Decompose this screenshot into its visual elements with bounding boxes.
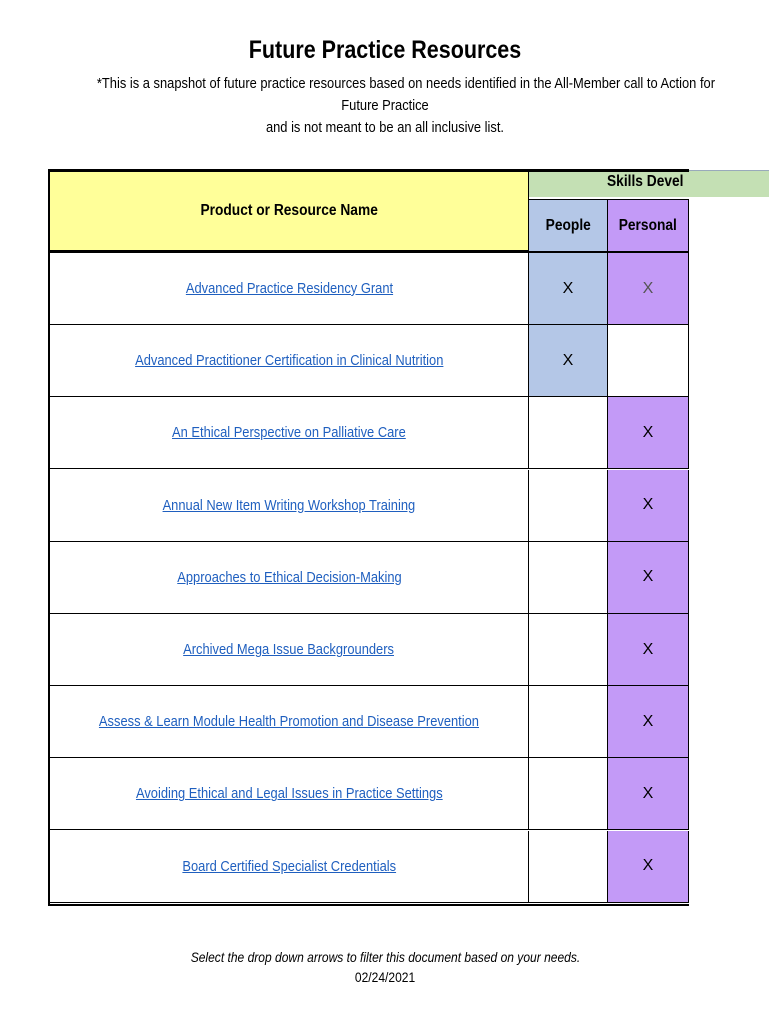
people-cell — [529, 614, 608, 685]
personal-column-header-label: Personal — [618, 216, 678, 234]
resource-name-cell — [50, 614, 529, 685]
resource-link[interactable]: An Ethical Perspective on Palliative Care — [172, 424, 406, 442]
skills-development-label: Skills Devel — [607, 173, 684, 190]
subtitle-line: *This is a snapshot of future practice resources based on needs identified in the All-Member call to Action for — [96, 75, 715, 92]
personal-cell — [608, 325, 689, 396]
personal-cell: X — [608, 758, 689, 829]
people-cell — [529, 686, 608, 757]
page-subtitle — [96, 73, 715, 139]
people-cell — [529, 542, 608, 613]
resource-link[interactable]: Advanced Practice Residency Grant — [185, 280, 393, 297]
people-cell: X — [529, 325, 608, 396]
people-cell — [529, 470, 608, 541]
resource-name-cell — [50, 831, 529, 902]
name-column-header[interactable] — [50, 172, 529, 253]
table-row — [50, 325, 689, 397]
personal-cell: X — [608, 686, 689, 757]
resource-name-cell — [50, 325, 529, 396]
table-row — [50, 397, 689, 469]
table-row — [50, 758, 689, 830]
table-row — [50, 614, 689, 686]
personal-cell: X — [608, 542, 689, 613]
resource-link[interactable]: Approaches to Ethical Decision-Making — [176, 568, 402, 586]
page-title: Future Practice Resources — [248, 36, 522, 64]
footer-date: 02/24/2021 — [354, 969, 416, 985]
table-row — [50, 686, 689, 758]
subtitle-line: and is not meant to be an all inclusive list. — [265, 119, 505, 136]
table-row — [50, 542, 689, 614]
resource-name-cell — [50, 253, 529, 324]
footer — [0, 947, 770, 987]
personal-cell: X — [608, 831, 689, 902]
people-cell — [529, 397, 608, 468]
table-row — [50, 470, 689, 542]
name-column-header-label: Product or Resource Name — [200, 202, 378, 219]
subtitle-line: Future Practice — [341, 97, 429, 114]
footer-note: Select the drop down arrows to filter this document based on your needs. — [190, 949, 580, 965]
table-row — [50, 831, 689, 903]
personal-cell: X — [608, 397, 689, 468]
resource-link[interactable]: Advanced Practitioner Certification in Clinical Nutrition — [134, 352, 444, 370]
resource-name-cell — [50, 397, 529, 468]
resource-name-cell — [50, 686, 529, 757]
personal-cell: X — [608, 614, 689, 685]
resource-link[interactable]: Archived Mega Issue Backgrounders — [183, 641, 395, 658]
people-cell: X — [529, 253, 608, 324]
people-column-header-label: People — [545, 216, 591, 234]
resource-name-cell — [50, 758, 529, 829]
resource-link[interactable]: Avoiding Ethical and Legal Issues in Practice Settings — [135, 785, 443, 803]
resource-name-cell — [50, 542, 529, 613]
people-cell — [529, 831, 608, 902]
table-row — [50, 253, 689, 325]
people-column-header[interactable] — [529, 199, 608, 254]
personal-column-header[interactable] — [608, 199, 689, 254]
resource-link[interactable]: Assess & Learn Module Health Promotion and Disease Prevention — [98, 713, 480, 731]
resource-table — [48, 169, 689, 906]
resource-link[interactable]: Board Certified Specialist Credentials — [182, 857, 396, 875]
resource-link[interactable]: Annual New Item Writing Workshop Training — [162, 496, 416, 514]
personal-cell: X — [608, 253, 689, 324]
personal-cell: X — [608, 470, 689, 541]
resource-name-cell — [50, 470, 529, 541]
people-cell — [529, 758, 608, 829]
